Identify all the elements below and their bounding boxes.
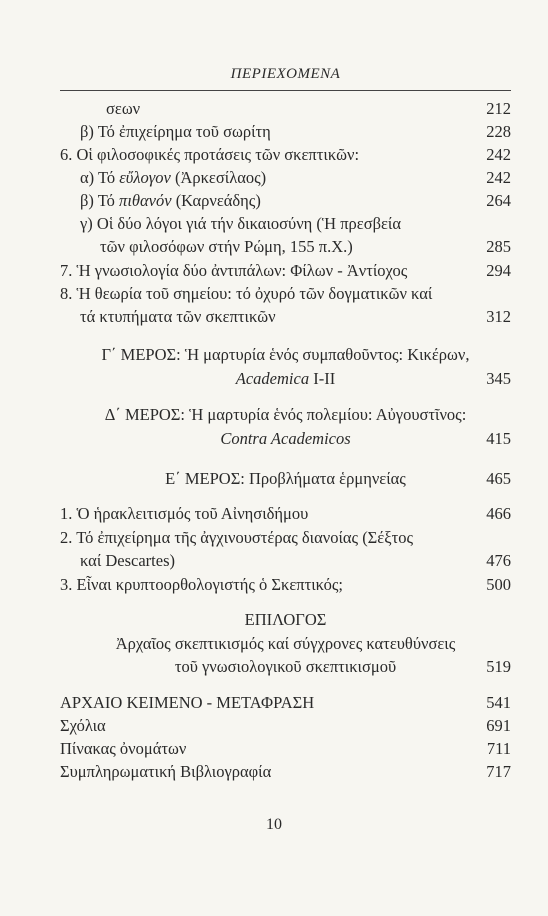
toc-entry [60, 306, 511, 328]
toc-entry-page: 466 [486, 504, 511, 523]
toc-entry-text: τά κτυπήματα τῶν σκεπτικῶν [80, 307, 276, 326]
toc-entry [60, 144, 511, 166]
toc-entry [60, 715, 511, 737]
toc-entry [60, 236, 511, 258]
toc-entry-page: 242 [486, 145, 511, 164]
toc-entry-page: 465 [486, 469, 511, 488]
toc-entry-text: Σχόλια [60, 716, 106, 735]
page-number: 10 [266, 816, 282, 833]
part-e-heading: Ε΄ ΜΕΡΟΣ: Προβλήματα ἑρμηνείας [165, 469, 406, 488]
epilogue-line: Ἀρχαῖος σκεπτικισμός καί σύγχρονες κατευθύνσεις [115, 634, 456, 653]
toc-entry-text: τῶν φιλοσόφων στήν Ρώμη, 155 π.Χ.) [100, 237, 353, 256]
toc-entry-page: 541 [486, 693, 511, 712]
part-g-subtitle-row [60, 368, 511, 390]
toc-entry-page: 711 [486, 739, 511, 758]
toc-entry-page: 500 [486, 575, 511, 594]
toc-entry-text: α) Τό εὔλογον (Ἀρκεσίλαος) [80, 168, 267, 187]
toc-entry-page: 717 [486, 762, 511, 781]
running-header: ΠΕΡΙΕΧΟΜΕΝΑ [230, 66, 341, 82]
header-rule [60, 90, 511, 91]
toc-entry-page: 242 [486, 168, 511, 187]
toc-entry [60, 761, 511, 783]
toc-entry-page: 312 [486, 307, 511, 326]
toc-entry-text: 8. Ἡ θεωρία τοῦ σημείου: τό ὀχυρό τῶν δογματικῶν καί [60, 284, 433, 303]
part-g-subtitle: Academica I-II [235, 369, 336, 388]
toc-entry-text: β) Τό ἐπιχείρημα τοῦ σωρίτη [80, 122, 271, 141]
toc-entry-text: Πίνακας ὀνομάτων [60, 739, 187, 758]
epilogue-line: τοῦ γνωσιολογικοῦ σκεπτικισμοῦ [174, 657, 397, 676]
toc-entry-page: 228 [486, 122, 511, 141]
toc-entry-page: 519 [486, 657, 511, 676]
toc-entry-page: 294 [486, 261, 511, 280]
part-d-heading: Δ΄ ΜΕΡΟΣ: Ἡ μαρτυρία ἑνός πολεμίου: Αὐγουστῖνος: [104, 405, 467, 424]
toc-entry-page: 691 [486, 716, 511, 735]
toc-entry-page: 212 [486, 99, 511, 118]
toc-entry [60, 98, 511, 120]
toc-entry [60, 121, 511, 143]
toc-entry-text: 3. Εἶναι κρυπτοορθολογιστής ὁ Σκεπτικός; [60, 575, 343, 594]
toc-entry [60, 260, 511, 282]
toc-entry [60, 283, 511, 305]
toc-entry-page: 415 [486, 429, 511, 448]
toc-entry-text: 1. Ὁ ἡρακλειτισμός τοῦ Αἰνησιδήμου [60, 504, 309, 523]
toc-entry-text: γ) Οἱ δύο λόγοι γιά τήν δικαιοσύνη (Ἡ πρεσβεία [80, 214, 402, 233]
toc-entry-text: β) Τό πιθανόν (Καρνεάδης) [80, 191, 261, 210]
toc-entry-page: 345 [486, 369, 511, 388]
toc-entry-page: 476 [486, 551, 511, 570]
toc-entry [60, 738, 511, 760]
part-d-subtitle: Contra Academicos [220, 429, 351, 448]
part-d-subtitle-row [60, 428, 511, 450]
toc-entry [60, 550, 511, 572]
part-e-row [60, 468, 511, 490]
epilogue-heading: ΕΠΙΛΟΓΟΣ [244, 610, 327, 629]
toc-entry [60, 167, 511, 189]
toc-entry [60, 574, 511, 596]
toc-entry-text: Συμπληρωματική Βιβλιογραφία [60, 762, 272, 781]
toc-entry-text: 2. Τό ἐπιχείρημα τῆς ἀγχινουστέρας διανοίας (Σέξτος [60, 528, 413, 547]
toc-entry-text: ΑΡΧΑΙΟ ΚΕΙΜΕΝΟ - ΜΕΤΑΦΡΑΣΗ [60, 693, 315, 712]
toc-entry [60, 527, 511, 549]
toc-entry-page: 264 [486, 191, 511, 210]
toc-entry-text: 6. Οἱ φιλοσοφικές προτάσεις τῶν σκεπτικῶν: [60, 145, 360, 164]
epilogue-row [60, 656, 511, 678]
toc-entry-text: σεων [106, 99, 141, 118]
toc-entry [60, 503, 511, 525]
toc-entry [60, 190, 511, 212]
toc-entry [60, 213, 511, 235]
toc-entry-text: 7. Ἡ γνωσιολογία δύο ἀντιπάλων: Φίλων - Ἀντίοχος [60, 261, 408, 280]
toc-entry [60, 692, 511, 714]
toc-entry-text: καί Descartes) [80, 551, 176, 570]
toc-entry-page: 285 [486, 237, 511, 256]
part-g-heading: Γ΄ ΜΕΡΟΣ: Ἡ μαρτυρία ἑνός συμπαθοῦντος: Κικέρων, [101, 345, 470, 364]
